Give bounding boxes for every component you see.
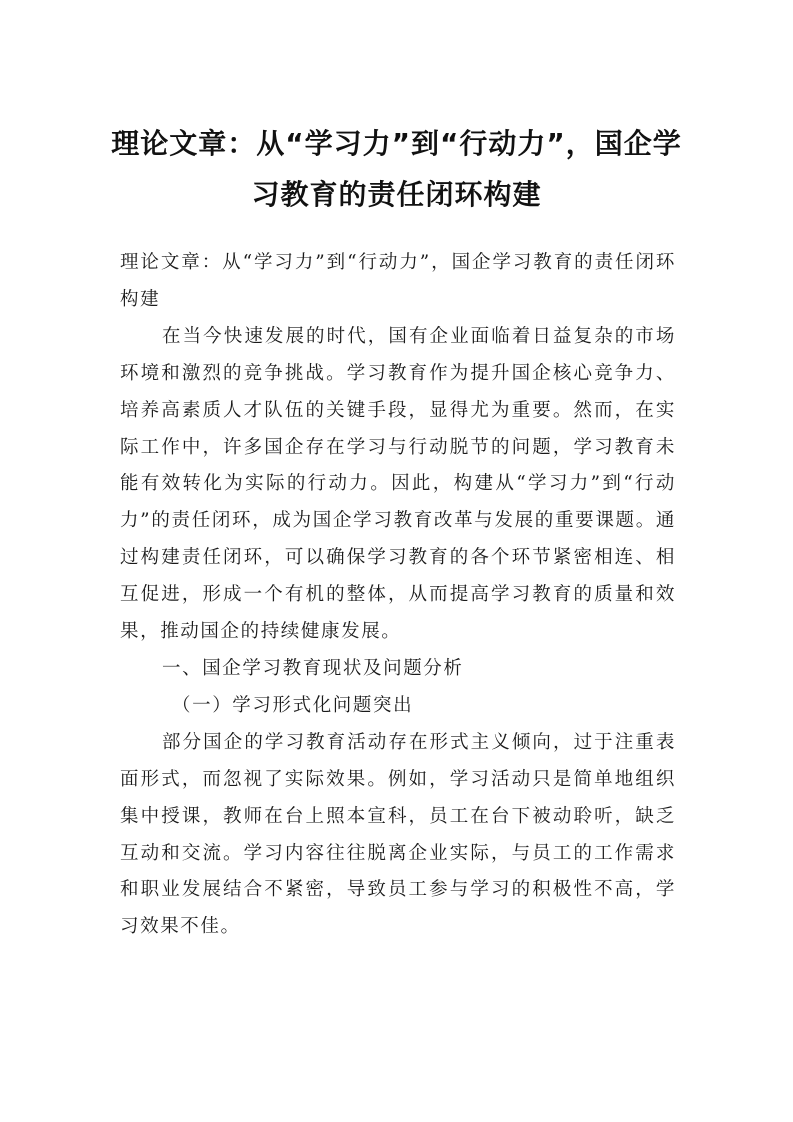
subtitle-paragraph: 理论文章：从“学习力”到“行动力”，国企学习教育的责任闭环构建 xyxy=(120,252,676,310)
document-body xyxy=(120,245,676,946)
body-paragraph: 部分国企的学习教育活动存在形式主义倾向，过于注重表面形式，而忽视了实际效果。例如，学习活动只是简单地组织集中授课，教师在台上照本宣科，员工在台下被动聆听，缺乏互动和交流。学习内容往往脱离企业实际，与员工的工作需求和职业发展结合不紧密，导致员工参与学习的积极性不高，学习效果不佳。 xyxy=(120,731,676,938)
document-title: 理论文章：从“学习力”到“行动力”，国企学习教育的责任闭环构建 xyxy=(111,127,682,211)
subsection-heading: （一）学习形式化问题突出 xyxy=(172,694,414,716)
intro-paragraph: 在当今快速发展的时代，国有企业面临着日益复杂的市场环境和激烈的竞争挑战。学习教育作为提升国企核心竞争力、培养高素质人才队伍的关键手段，显得尤为重要。然而，在实际工作中，许多国企存在学习与行动脱节的问题，学习教育未能有效转化为实际的行动力。因此，构建从“学习力”到“行动力”的责任闭环，成为国企学习教育改革与发展的重要课题。通过构建责任闭环，可以确保学习教育的各个环节紧密相连、相互促进，形成一个有机的整体，从而提高学习教育的质量和效果，推动国企的持续健康发展。 xyxy=(120,325,676,643)
section-heading: 一、国企学习教育现状及问题分析 xyxy=(162,657,464,679)
